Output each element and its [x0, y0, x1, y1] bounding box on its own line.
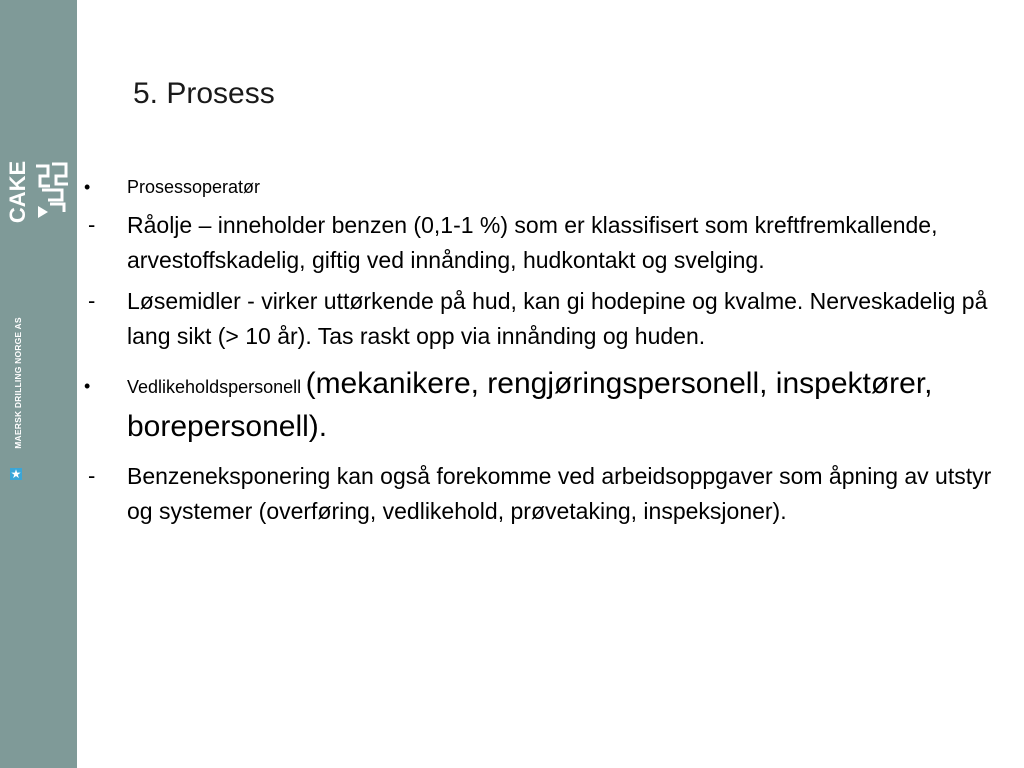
company-name: MAERSK DRILLING NORGE AS [13, 317, 24, 449]
dash-marker: - [88, 288, 96, 313]
dash-marker: - [88, 212, 96, 237]
bullet-text-large: (mekanikere, rengjøringspersonell, inspektører, borepersonell). [127, 367, 933, 443]
bullet-item-1 [84, 174, 1004, 201]
maersk-star-icon [10, 468, 22, 480]
cake-logo-text: CAKE [5, 160, 30, 224]
bullet-item-2 [84, 365, 1004, 451]
bullet-text: Vedlikeholdspersonell [127, 377, 302, 397]
bullet-text-wrap [127, 365, 1004, 451]
dash-text: Benzeneksponering kan også forekomme ved arbeidsoppgaver som åpning av utstyr og systemer (overføring, vedlikehold, prøvetaking, inspeksjoner). [127, 463, 992, 524]
dash-item-1 [84, 208, 1004, 277]
dash-item-2 [84, 284, 1004, 353]
bullet-text: Prosessoperatør [127, 177, 261, 197]
bullet-marker: • [84, 177, 91, 197]
cake-logo-icon [32, 160, 70, 220]
dash-item-3 [84, 459, 1004, 528]
slide-content [84, 174, 1004, 528]
dash-marker: - [88, 463, 96, 488]
sidebar [0, 0, 77, 768]
dash-text: Råolje – inneholder benzen (0,1-1 %) som er klassifisert som kreftfremkallende, arvestoffskadelig, giftig ved innånding, hudkontakt og svelging. [127, 212, 938, 273]
dash-text: Løsemidler - virker uttørkende på hud, kan gi hodepine og kvalme. Nerveskadelig på lang sikt (> 10 år). Tas raskt opp via innånding og huden. [127, 288, 988, 349]
slide-title: 5. Prosess [133, 77, 275, 110]
bullet-marker: • [84, 376, 91, 396]
